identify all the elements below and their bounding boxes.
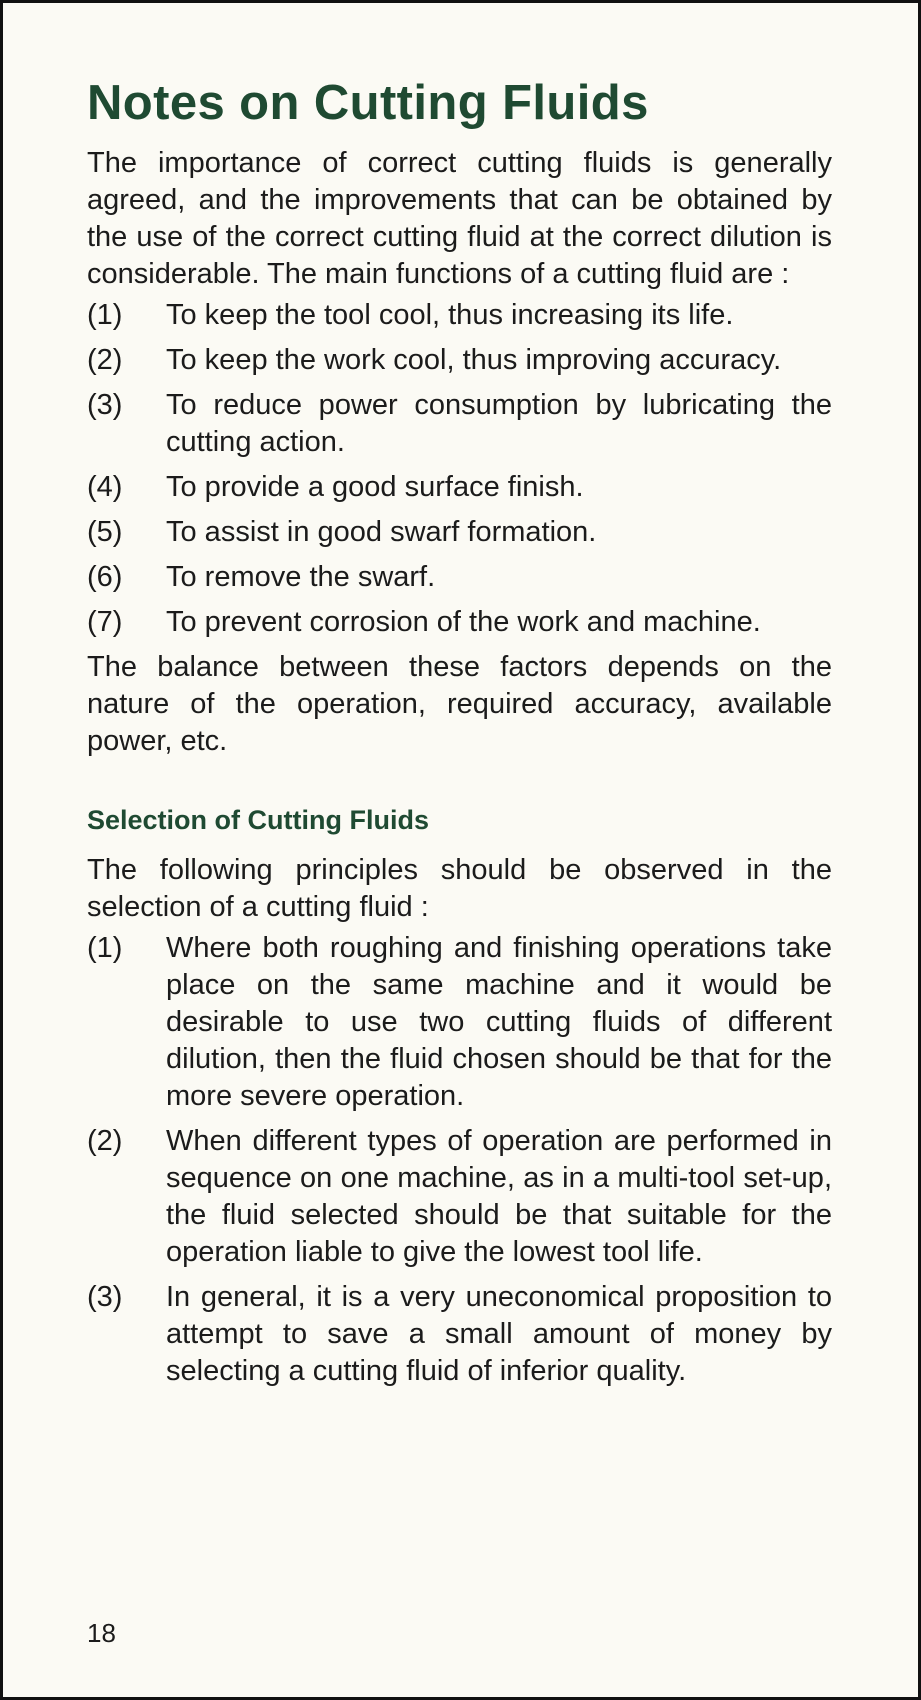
- list-item-text: In general, it is a very uneconomical proposition to attempt to save a small amount of money by selecting a cutting fluid of inferior quality.: [166, 1281, 832, 1387]
- list-item-number: (5): [87, 516, 123, 548]
- page-number: 18: [87, 1618, 116, 1648]
- page-content: [87, 73, 832, 1398]
- list-item-number: (2): [87, 1125, 123, 1157]
- list-item-text: To reduce power consumption by lubricating the cutting action.: [166, 389, 832, 458]
- list-item: [87, 469, 832, 506]
- list-item-number: (3): [87, 389, 123, 421]
- balance-paragraph: The balance between these factors depends on the nature of the operation, required accuracy, available power, etc.: [87, 651, 832, 757]
- list-item-number: (3): [87, 1281, 123, 1313]
- list-item: [87, 514, 832, 551]
- list-item: [87, 1123, 832, 1271]
- intro-paragraph: The importance of correct cutting fluids is generally agreed, and the improvements that can be obtained by the use of the correct cutting fluid at the correct dilution is considerable. The main functions of a cutting fluid are :: [87, 147, 832, 290]
- section-heading: Selection of Cutting Fluids: [87, 805, 429, 835]
- list-item-text: When different types of operation are performed in sequence on one machine, as in a multi-tool set-up, the fluid selected should be that suitable for the operation liable to give the lowest tool life.: [166, 1125, 832, 1268]
- list-item: [87, 387, 832, 461]
- selection-intro-paragraph: The following principles should be observed in the selection of a cutting fluid :: [87, 854, 832, 923]
- list-item: [87, 604, 832, 641]
- list-item: [87, 297, 832, 334]
- list-item-number: (1): [87, 299, 123, 331]
- list-item-number: (2): [87, 344, 123, 376]
- list-item: [87, 342, 832, 379]
- list-item-text: Where both roughing and finishing operations take place on the same machine and it would be desirable to use two cutting fluids of different dilution, then the fluid chosen should be that for the more severe operation.: [166, 932, 832, 1112]
- list-item-text: To remove the swarf.: [166, 561, 436, 593]
- list-item-number: (4): [87, 471, 123, 503]
- principles-list: [87, 930, 832, 1390]
- page-title: Notes on Cutting Fluids: [87, 76, 649, 130]
- list-item-text: To prevent corrosion of the work and machine.: [166, 606, 761, 638]
- list-item-number: (1): [87, 932, 123, 964]
- list-item-text: To provide a good surface finish.: [166, 471, 584, 503]
- list-item-number: (6): [87, 561, 123, 593]
- list-item-text: To keep the work cool, thus improving accuracy.: [166, 344, 782, 376]
- list-item: [87, 559, 832, 596]
- list-item: [87, 930, 832, 1115]
- list-item: [87, 1279, 832, 1390]
- list-item-text: To keep the tool cool, thus increasing its life.: [166, 299, 734, 331]
- list-item-text: To assist in good swarf formation.: [166, 516, 597, 548]
- list-item-number: (7): [87, 606, 123, 638]
- functions-list: [87, 297, 832, 641]
